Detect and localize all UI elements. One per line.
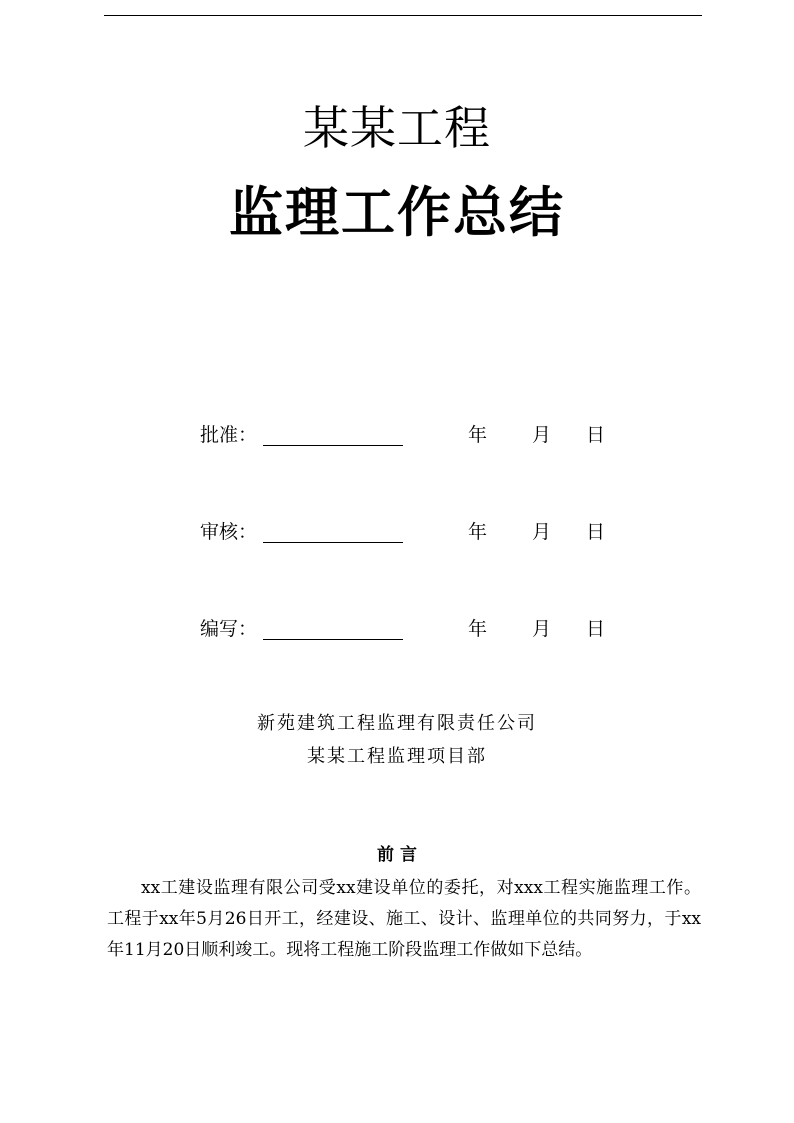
project-department: 某某工程监理项目部 (307, 746, 487, 767)
author-row (200, 614, 620, 644)
review-label: 审核： (200, 521, 258, 543)
review-month-label: 月 (532, 521, 552, 543)
approval-label: 批准： (200, 424, 258, 446)
review-signature-line (263, 542, 403, 543)
company-name: 新苑建筑工程监理有限责任公司 (257, 713, 537, 734)
review-year-label: 年 (468, 521, 488, 543)
approval-year-label: 年 (468, 424, 488, 446)
author-month-label: 月 (532, 618, 552, 640)
author-signature-line (263, 639, 403, 640)
approval-signature-line (263, 445, 403, 446)
author-label: 编写： (200, 618, 258, 640)
author-year-label: 年 (468, 618, 488, 640)
approval-day-label: 日 (586, 424, 606, 446)
review-row (200, 517, 620, 547)
header-rule (104, 15, 702, 16)
preface-heading: 前 言 (377, 845, 417, 865)
review-day-label: 日 (586, 521, 606, 543)
preface-paragraph: xx工建设监理有限公司受xx建设单位的委托，对xxx工程实施监理工作。工程于xx年5月26日开工，经建设、施工、设计、监理单位的共同努力，于xx年11月20日顺利竣工。现将工程施工阶段监理工作做如下总结。 (107, 878, 701, 960)
approval-row (200, 420, 620, 450)
document-title: 监理工作总结 (229, 180, 565, 244)
author-day-label: 日 (586, 618, 606, 640)
project-title: 某某工程 (303, 101, 491, 155)
approval-month-label: 月 (532, 424, 552, 446)
